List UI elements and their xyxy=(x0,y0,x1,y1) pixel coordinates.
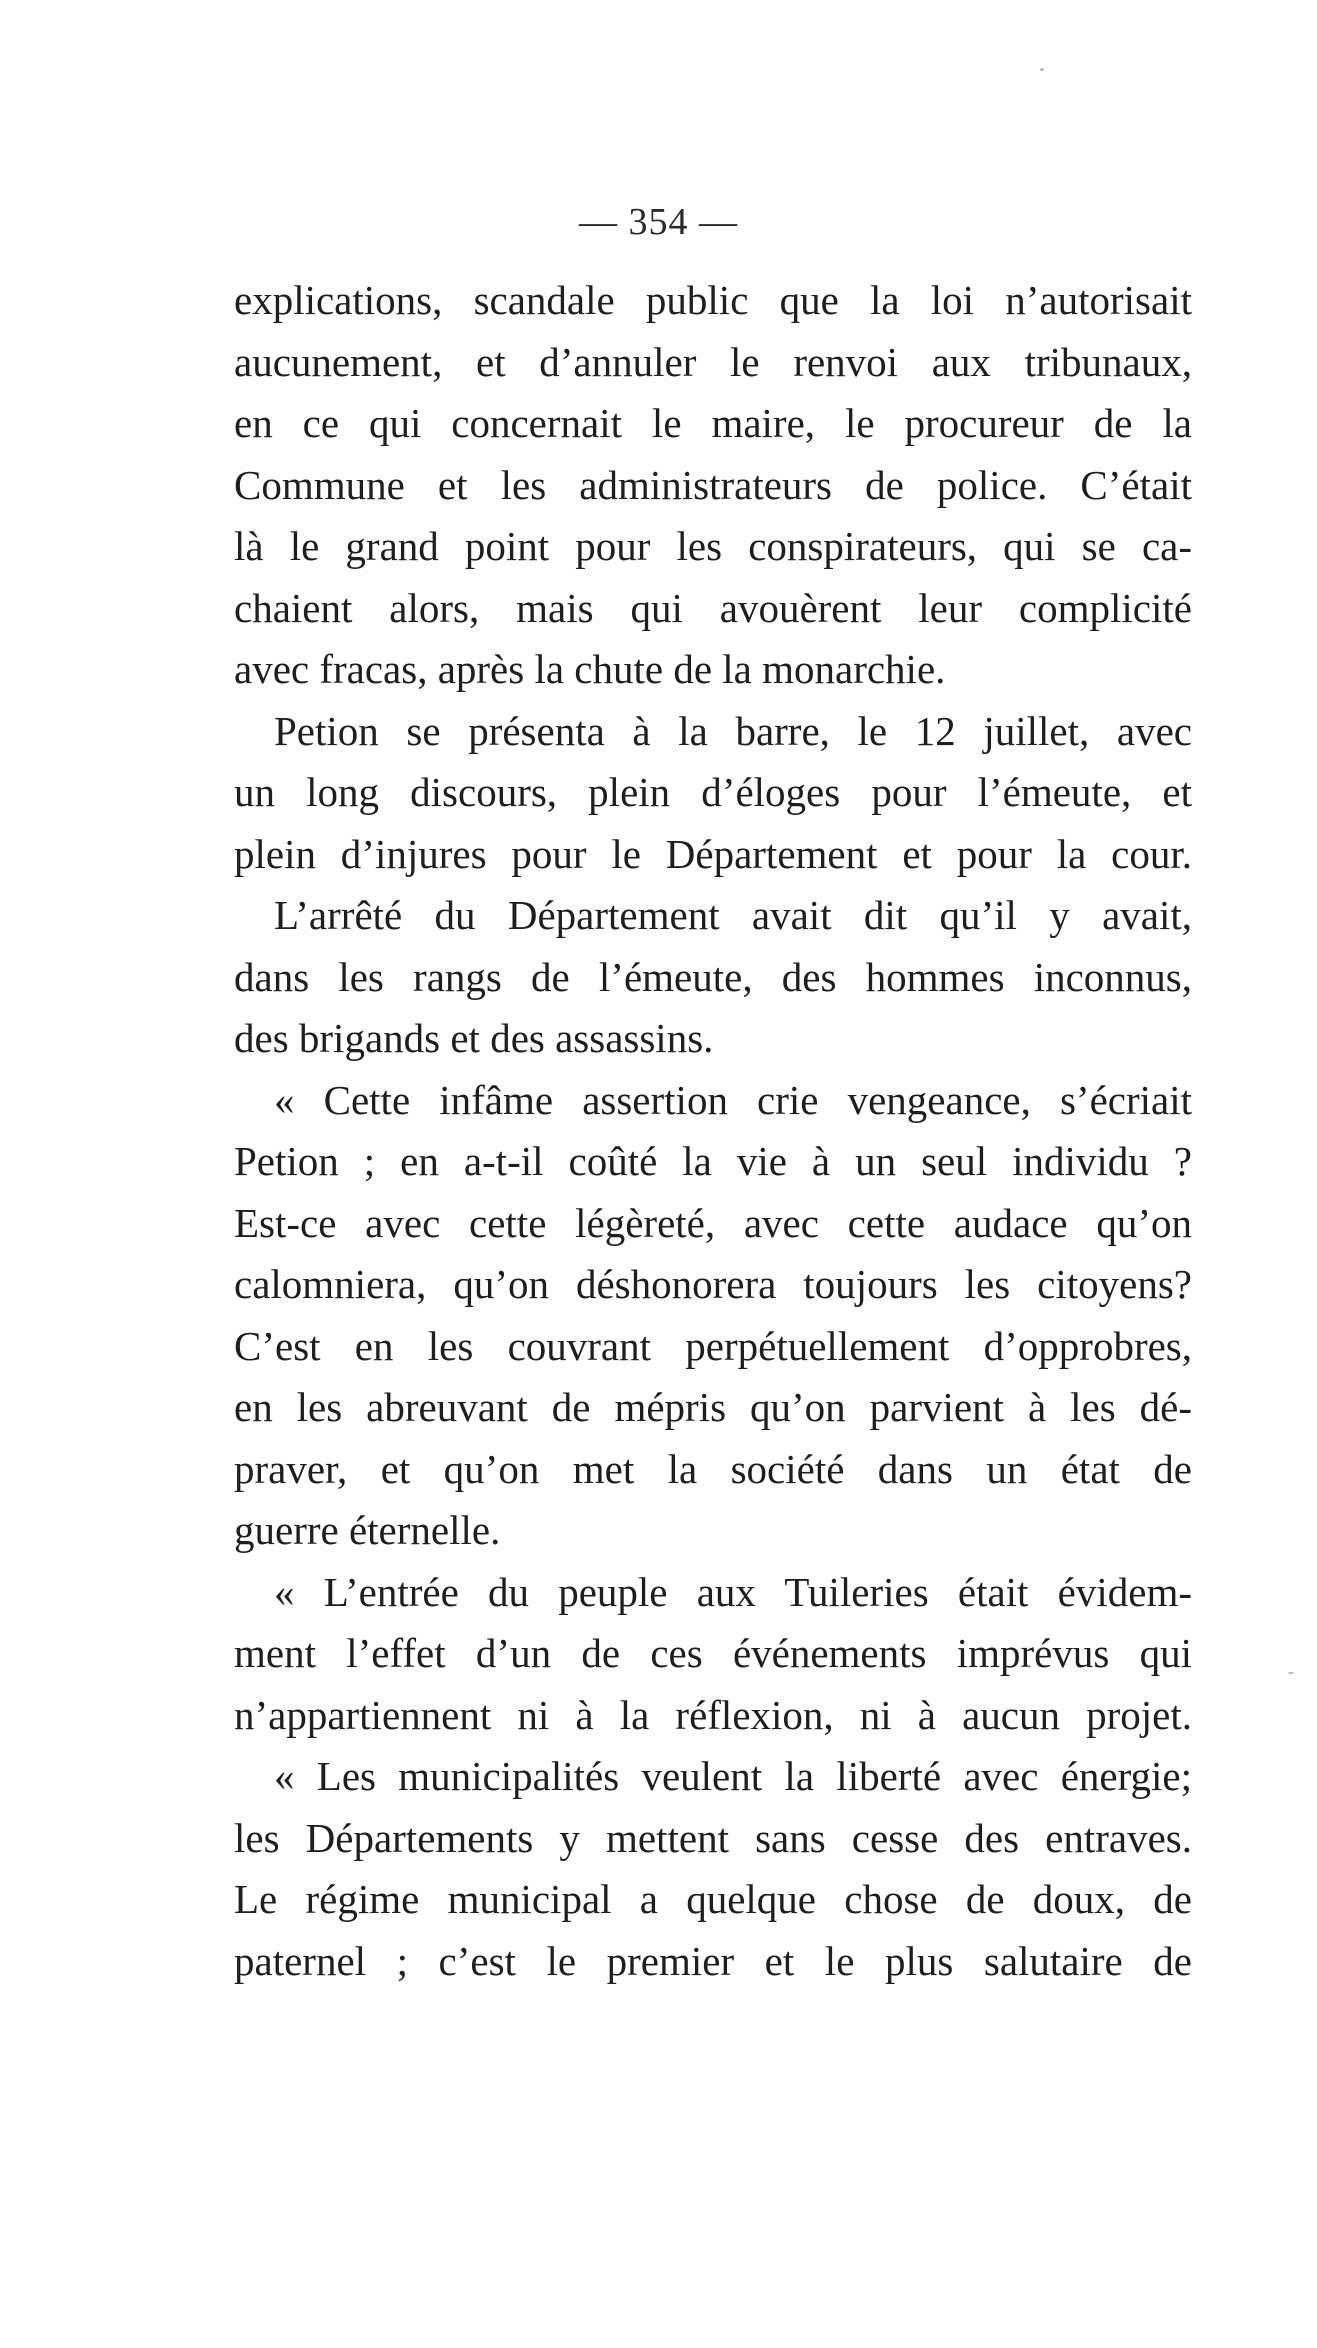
text-line: les Départements y mettent sans cesse des entraves. xyxy=(234,1814,1192,1861)
paper-speck xyxy=(1288,1672,1294,1674)
text-line: avec fracas, après la chute de la monarchie. xyxy=(234,646,946,692)
text-line: en ce qui concernait le maire, le procureur de la xyxy=(234,400,1192,446)
text-line: praver, et qu’on met la société dans un état de xyxy=(234,1445,1192,1492)
text-line: L’arrêté du Département avait dit qu’il y avait, xyxy=(274,892,1192,938)
text-line: Commune et les administrateurs de police. C’était xyxy=(234,461,1192,508)
text-line: Petion ; en a-t-il coûté la vie à un seul individu ? xyxy=(234,1138,1192,1184)
text-line: explications, scandale public que la loi n’autorisait xyxy=(234,277,1192,323)
text-line: Est-ce avec cette légèreté, avec cette audace qu’on xyxy=(234,1199,1192,1246)
text-line: C’est en les couvrant perpétuellement d’opprobres, xyxy=(234,1322,1192,1369)
text-line: chaient alors, mais qui avouèrent leur complicité xyxy=(234,584,1192,631)
paragraph xyxy=(234,701,1192,886)
page-number: — 354 — xyxy=(579,201,738,243)
paragraph xyxy=(234,1562,1192,1747)
text-line: « Les municipalités veulent la liberté avec énergie; xyxy=(274,1753,1192,1799)
text-line: là le grand point pour les conspirateurs, qui se ca- xyxy=(234,523,1192,569)
text-line: des brigands et des assassins. xyxy=(234,1015,714,1061)
paragraph xyxy=(234,885,1192,1070)
text-line: n’appartiennent ni à la réflexion, ni à aucun projet. xyxy=(234,1691,1192,1738)
text-line: Le régime municipal a quelque chose de doux, de xyxy=(234,1876,1192,1922)
text-line: calomniera, qu’on déshonorera toujours les citoyens? xyxy=(234,1261,1192,1307)
text-line: « L’entrée du peuple aux Tuileries était évidem- xyxy=(274,1568,1192,1615)
paragraph xyxy=(234,1746,1192,1992)
text-line: plein d’injures pour le Département et pour la cour. xyxy=(234,830,1192,877)
text-line: « Cette infâme assertion crie vengeance, s’écriait xyxy=(274,1076,1192,1123)
text-line: paternel ; c’est le premier et le plus salutaire de xyxy=(234,1937,1192,1984)
paragraph xyxy=(234,1070,1192,1562)
text-line: aucunement, et d’annuler le renvoi aux tribunaux, xyxy=(234,338,1192,385)
text-line: un long discours, plein d’éloges pour l’émeute, et xyxy=(234,769,1192,815)
body-text xyxy=(234,270,1192,1992)
paper-speck xyxy=(1040,68,1044,71)
text-line: guerre éternelle. xyxy=(234,1507,501,1553)
text-line: dans les rangs de l’émeute, des hommes inconnus, xyxy=(234,953,1192,1000)
text-line: en les abreuvant de mépris qu’on parvient à les dé- xyxy=(234,1384,1192,1430)
text-line: ment l’effet d’un de ces événements imprévus qui xyxy=(234,1630,1192,1676)
paragraph xyxy=(234,270,1192,701)
text-line: Petion se présenta à la barre, le 12 juillet, avec xyxy=(274,707,1192,754)
